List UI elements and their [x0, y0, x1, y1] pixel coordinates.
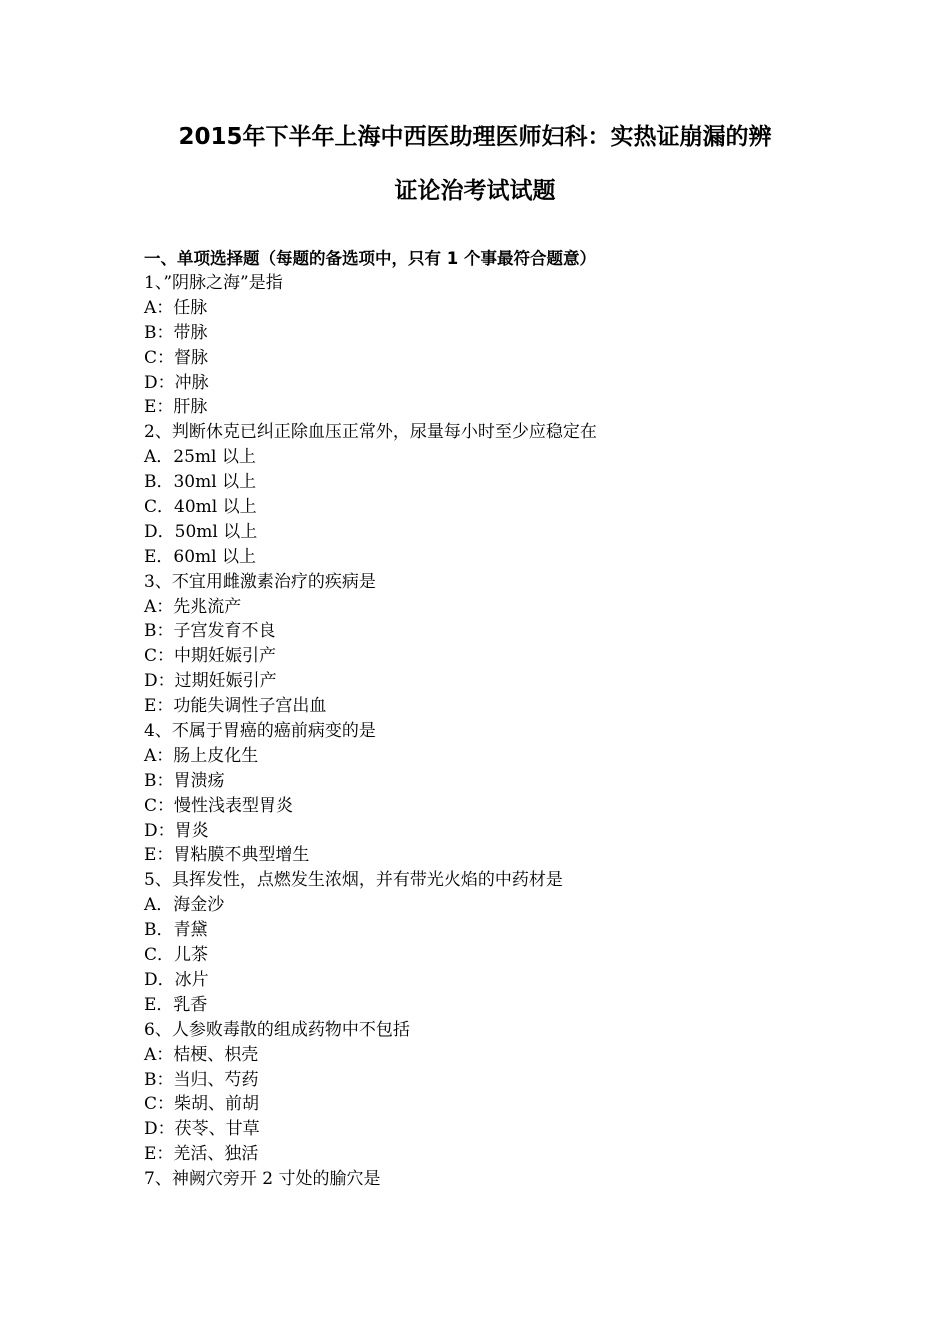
question-4-option-a: A：肠上皮化生 [144, 745, 259, 766]
question-stem-6: 6、人参败毒散的组成药物中不包括 [144, 1019, 410, 1040]
question-2-option-a: A．25ml 以上 [144, 447, 256, 468]
document-title-line-2: 证论治考试试题 [394, 178, 556, 204]
question-5-option-a: A．海金沙 [144, 895, 225, 916]
question-4-option-e: E：胃粘膜不典型增生 [144, 845, 310, 866]
question-3-option-a: A：先兆流产 [144, 596, 242, 617]
question-5-option-e: E．乳香 [144, 994, 208, 1015]
question-2-option-e: E．60ml 以上 [144, 546, 257, 567]
question-stem-5: 5、具挥发性，点燃发生浓烟，并有带光火焰的中药材是 [144, 870, 563, 891]
question-6-option-c: C：柴胡、前胡 [144, 1094, 260, 1115]
question-6-option-d: D：茯苓、甘草 [144, 1119, 260, 1140]
question-3-option-e: E：功能失调性子宫出血 [144, 696, 327, 717]
question-2-option-c: C．40ml 以上 [144, 497, 257, 518]
question-5-option-c: C．儿茶 [144, 945, 209, 966]
question-6-option-b: B：当归、芍药 [144, 1069, 259, 1090]
question-4-option-b: B：胃溃疡 [144, 770, 225, 791]
question-3-option-d: D：过期妊娠引产 [144, 671, 277, 692]
question-3-option-b: B：子宫发育不良 [144, 621, 276, 642]
question-1-option-a: A：任脉 [144, 297, 208, 318]
question-1-option-b: B：带脉 [144, 322, 208, 343]
section-heading: 一、单项选择题（每题的备选项中，只有 1 个事最符合题意） [144, 249, 596, 268]
question-2-option-b: B．30ml 以上 [144, 472, 257, 493]
question-2-option-d: D．50ml 以上 [144, 521, 258, 542]
question-5-option-d: D．冰片 [144, 969, 209, 990]
question-stem-3: 3、不宜用雌激素治疗的疾病是 [144, 571, 376, 592]
question-stem-7: 7、神阙穴旁开 2 寸处的腧穴是 [144, 1169, 381, 1190]
question-6-option-e: E：羌活、独活 [144, 1144, 259, 1165]
question-4-option-d: D：胃炎 [144, 820, 209, 841]
question-stem-2: 2、判断休克已纠正除血压正常外，尿量每小时至少应稳定在 [144, 422, 597, 443]
question-stem-4: 4、不属于胃癌的癌前病变的是 [144, 721, 376, 742]
question-1-option-c: C：督脉 [144, 347, 209, 368]
document-title-line-1: 2015年下半年上海中西医助理医师妇科：实热证崩漏的辨 [178, 124, 772, 150]
question-6-option-a: A：桔梗、枳壳 [144, 1044, 259, 1065]
question-5-option-b: B．青黛 [144, 920, 208, 941]
question-1-option-e: E：肝脉 [144, 397, 208, 418]
question-1-option-d: D：冲脉 [144, 372, 209, 393]
question-stem-1: 1、”阴脉之海”是指 [144, 273, 283, 293]
document-body [144, 246, 864, 1192]
question-4-option-c: C：慢性浅表型胃炎 [144, 795, 294, 816]
question-3-option-c: C：中期妊娠引产 [144, 646, 277, 667]
